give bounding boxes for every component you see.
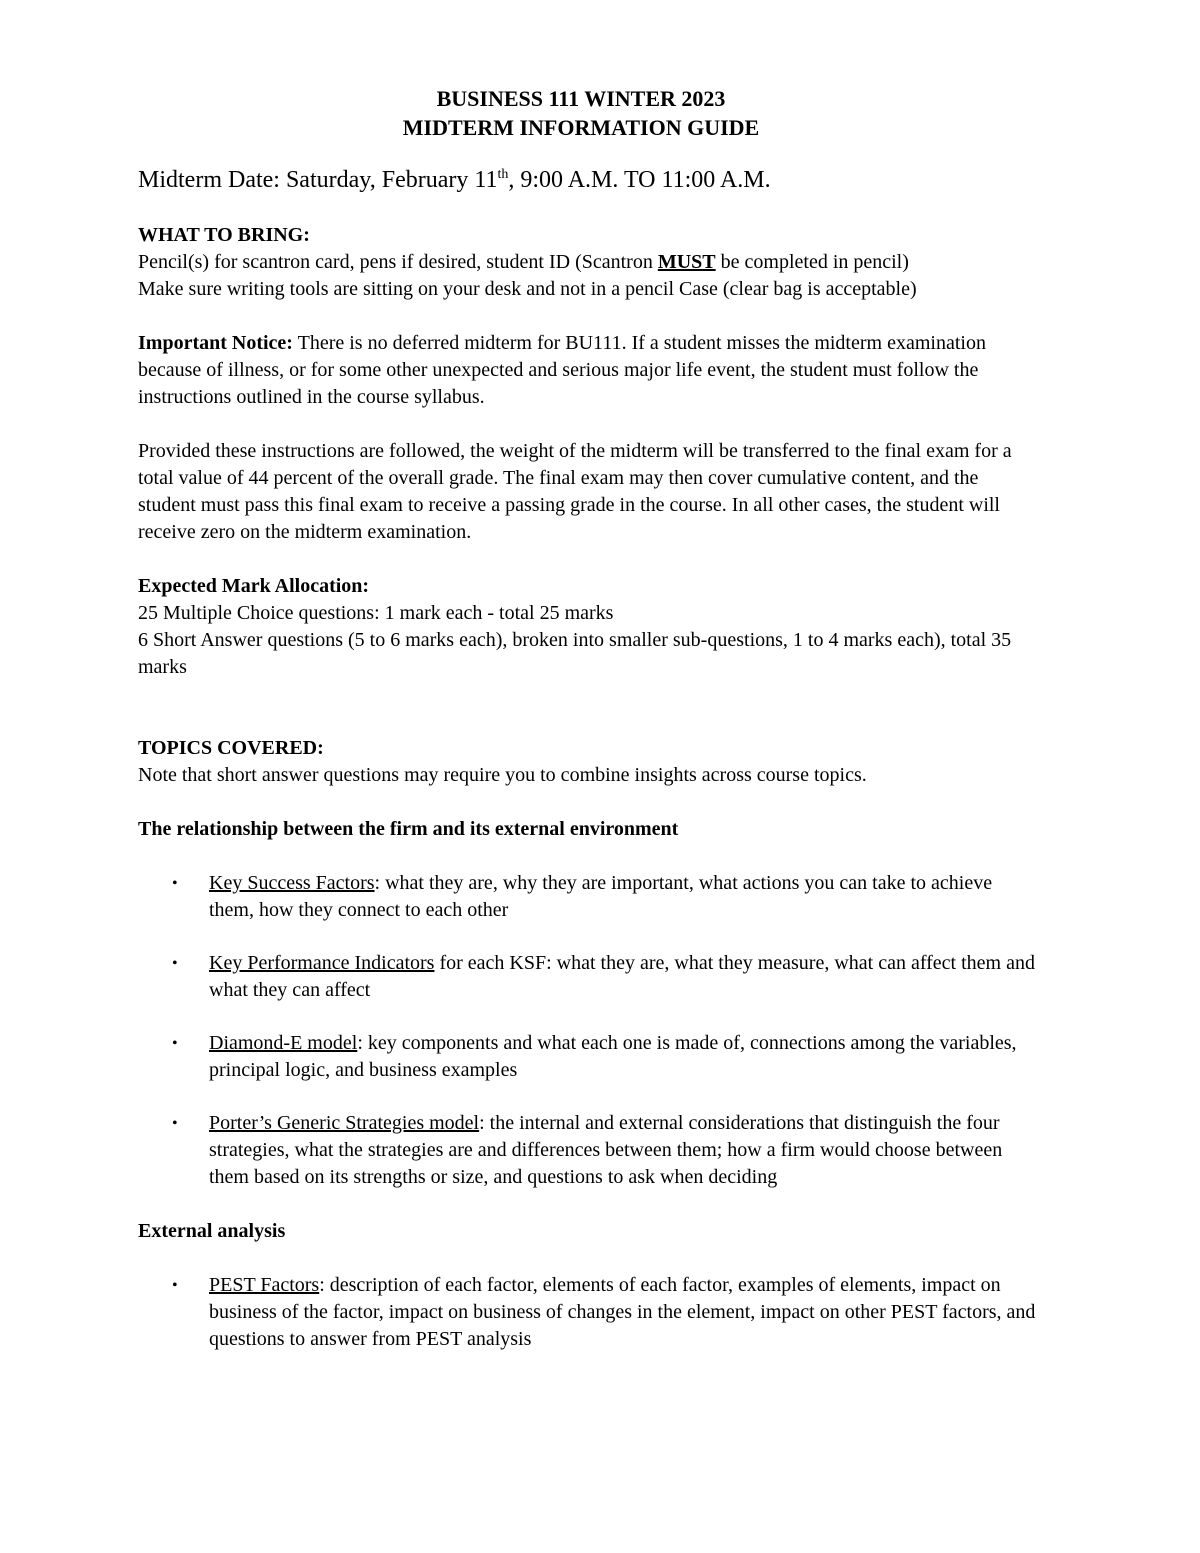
- important-notice-label: Important Notice:: [138, 332, 293, 354]
- what-to-bring-line-2: Make sure writing tools are sitting on your desk and not in a pencil Case (clear bag is acceptable): [138, 278, 917, 300]
- mark-allocation-heading: Expected Mark Allocation:: [138, 575, 370, 597]
- bullet-icon: •: [172, 1115, 178, 1132]
- bullet-icon: •: [172, 875, 178, 892]
- topic-description: : description of each factor, elements of each factor, examples of elements, impact on business of the factor, impact on business of changes in the element, impact on other PEST factors, and questions to answer from PEST analysis: [209, 1274, 1036, 1350]
- midterm-date-suffix: , 9:00 A.M. TO 11:00 A.M.: [508, 167, 771, 193]
- topics-note: Note that short answer questions may require you to combine insights across course topics.: [138, 764, 867, 786]
- midterm-date-superscript: th: [497, 167, 509, 182]
- what-to-bring-text: Pencil(s) for scantron card, pens if desired, student ID (Scantron: [138, 251, 658, 273]
- topic-term: Key Success Factors: [209, 872, 375, 894]
- midterm-date-prefix: Midterm Date: Saturday, February 11: [138, 167, 498, 193]
- list-item: [138, 1030, 1038, 1084]
- document-page: [138, 84, 1038, 1353]
- document-title: [124, 84, 1038, 142]
- must-emphasis: MUST: [657, 251, 716, 273]
- topics-heading: TOPICS COVERED:: [138, 737, 324, 759]
- what-to-bring-text-end: be completed in pencil): [715, 251, 909, 273]
- topic-description: for each KSF: what they are, what they measure, what can affect them and what they can affect: [209, 952, 1035, 1001]
- topic-term: Key Performance Indicators: [209, 952, 435, 974]
- external-analysis-topic-list: [138, 1272, 1038, 1353]
- topic-description: : what they are, why they are important, what actions you can take to achieve them, how they connect to each other: [209, 872, 993, 921]
- topic-description: : key components and what each one is made of, connections among the variables, principal logic, and business examples: [209, 1032, 1017, 1081]
- bullet-icon: •: [172, 1277, 178, 1294]
- bullet-icon: •: [172, 955, 178, 972]
- what-to-bring-line-1: [138, 249, 1038, 276]
- mark-allocation-line-2: 6 Short Answer questions (5 to 6 marks each), broken into smaller sub-questions, 1 to 4 marks each), total 35 marks: [138, 629, 1012, 678]
- relationship-topic-list: [138, 870, 1038, 1191]
- title-line-2: MIDTERM INFORMATION GUIDE: [402, 115, 760, 140]
- what-to-bring-heading: WHAT TO BRING:: [138, 224, 310, 246]
- midterm-date: [138, 165, 1038, 195]
- list-item: [138, 1110, 1038, 1191]
- section-heading-external-analysis: External analysis: [138, 1220, 286, 1242]
- topic-description: : the internal and external considerations that distinguish the four strategies, what the strategies are and differences between them; how a firm would choose between them based on its strengths or size, and questions to ask when deciding: [209, 1112, 1003, 1188]
- important-notice-text: There is no deferred midterm for BU111. If a student misses the midterm examination because of illness, or for some other unexpected and serious major life event, the student must follow the instructions outlined in the course syllabus.: [138, 332, 986, 408]
- list-item: [138, 950, 1038, 1004]
- list-item: [138, 870, 1038, 924]
- topic-term: PEST Factors: [209, 1274, 320, 1296]
- topic-term: Porter’s Generic Strategies model: [209, 1112, 480, 1134]
- topics-section: [138, 735, 1038, 789]
- section-heading-relationship: The relationship between the firm and its external environment: [138, 818, 679, 840]
- bullet-icon: •: [172, 1035, 178, 1052]
- what-to-bring-section: [138, 222, 1038, 303]
- deferral-paragraph: Provided these instructions are followed, the weight of the midterm will be transferred to the final exam for a total value of 44 percent of the overall grade. The final exam may then cover cumulative content, and the student must pass this final exam to receive a passing grade in the course. In all other cases, the student will receive zero on the midterm examination.: [138, 440, 1012, 543]
- mark-allocation-section: [138, 573, 1038, 681]
- topic-term: Diamond-E model: [209, 1032, 358, 1054]
- list-item: [138, 1272, 1038, 1353]
- important-notice: [138, 330, 1038, 411]
- title-line-1: BUSINESS 111 WINTER 2023: [436, 86, 726, 111]
- mark-allocation-line-1: 25 Multiple Choice questions: 1 mark each - total 25 marks: [138, 602, 614, 624]
